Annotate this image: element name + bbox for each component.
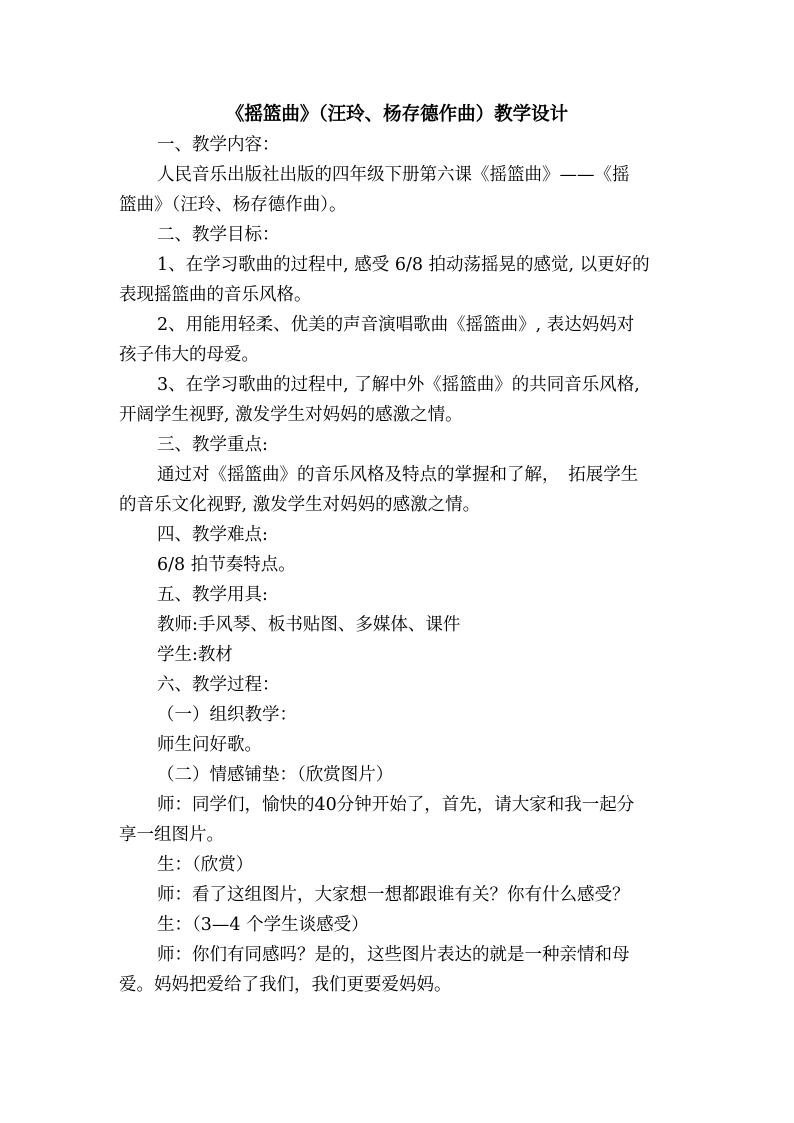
paragraph-line: 6/8 拍节奏特点。 [157,555,296,575]
dialogue-line: 师：你们有同感吗？是的，这些图片表达的就是一种亲情和母 [157,945,630,965]
paragraph-line: 开阔学生视野, 激发学生对妈妈的感激之情。 [119,405,463,425]
dialogue-line: 享一组图片。 [119,825,224,845]
paragraph-line: 3、在学习歌曲的过程中, 了解中外《摇篮曲》的共同音乐风格, [157,375,640,395]
dialogue-line: 生：（3—4 个学生谈感受） [157,915,369,935]
paragraph-line: 的音乐文化视野, 激发学生对妈妈的感激之情。 [119,495,481,515]
document-body [119,130,676,1000]
paragraph-line: 篮曲》（汪玲、杨存德作曲）。 [119,195,347,215]
heading-teaching-tools: 五、教学用具: [157,585,268,605]
paragraph-line: 2、用能用轻柔、优美的声音演唱歌曲《摇篮曲》, 表达妈妈对 [157,315,635,335]
heading-teaching-difficulty: 四、教学难点: [157,525,268,545]
dialogue-line: 师：看了这组图片，大家想一想都跟谁有关？你有什么感受？ [157,885,630,905]
heading-teaching-content: 一、教学内容： [157,135,280,155]
paragraph-line: 教师:手风琴、板书贴图、多媒体、课件 [157,615,461,635]
paragraph-line: 孩子伟大的母爱。 [119,345,259,365]
dialogue-line: 师：同学们，愉快的40分钟开始了，首先，请大家和我一起分 [157,795,635,815]
paragraph-line: 师生问好歌。 [157,735,262,755]
paragraph-line: 学生:教材 [157,645,233,665]
subheading-emotion: （二）情感铺垫：（欣赏图片） [157,765,394,785]
dialogue-line: 生：（欣赏） [157,855,254,875]
heading-teaching-goals: 二、教学目标： [157,225,280,245]
paragraph-line: 人民音乐出版社出版的四年级下册第六课《摇篮曲》——《摇 [157,165,630,185]
paragraph-line: 1、在学习歌曲的过程中, 感受 6/8 拍动荡摇晃的感觉, 以更好的 [157,255,650,275]
subheading-organize: （一）组织教学： [157,705,297,725]
paragraph-line: 表现摇篮曲的音乐风格。 [119,285,312,305]
document-title: 《摇篮曲》（汪玲、杨存德作曲）教学设计 [225,104,569,125]
dialogue-line: 爱。妈妈把爱给了我们，我们更要爱妈妈。 [119,975,452,995]
heading-teaching-process: 六、教学过程： [157,675,280,695]
heading-teaching-focus: 三、教学重点: [157,435,268,455]
paragraph-line: 通过对《摇篮曲》的音乐风格及特点的掌握和了解， 拓展学生 [157,465,639,485]
